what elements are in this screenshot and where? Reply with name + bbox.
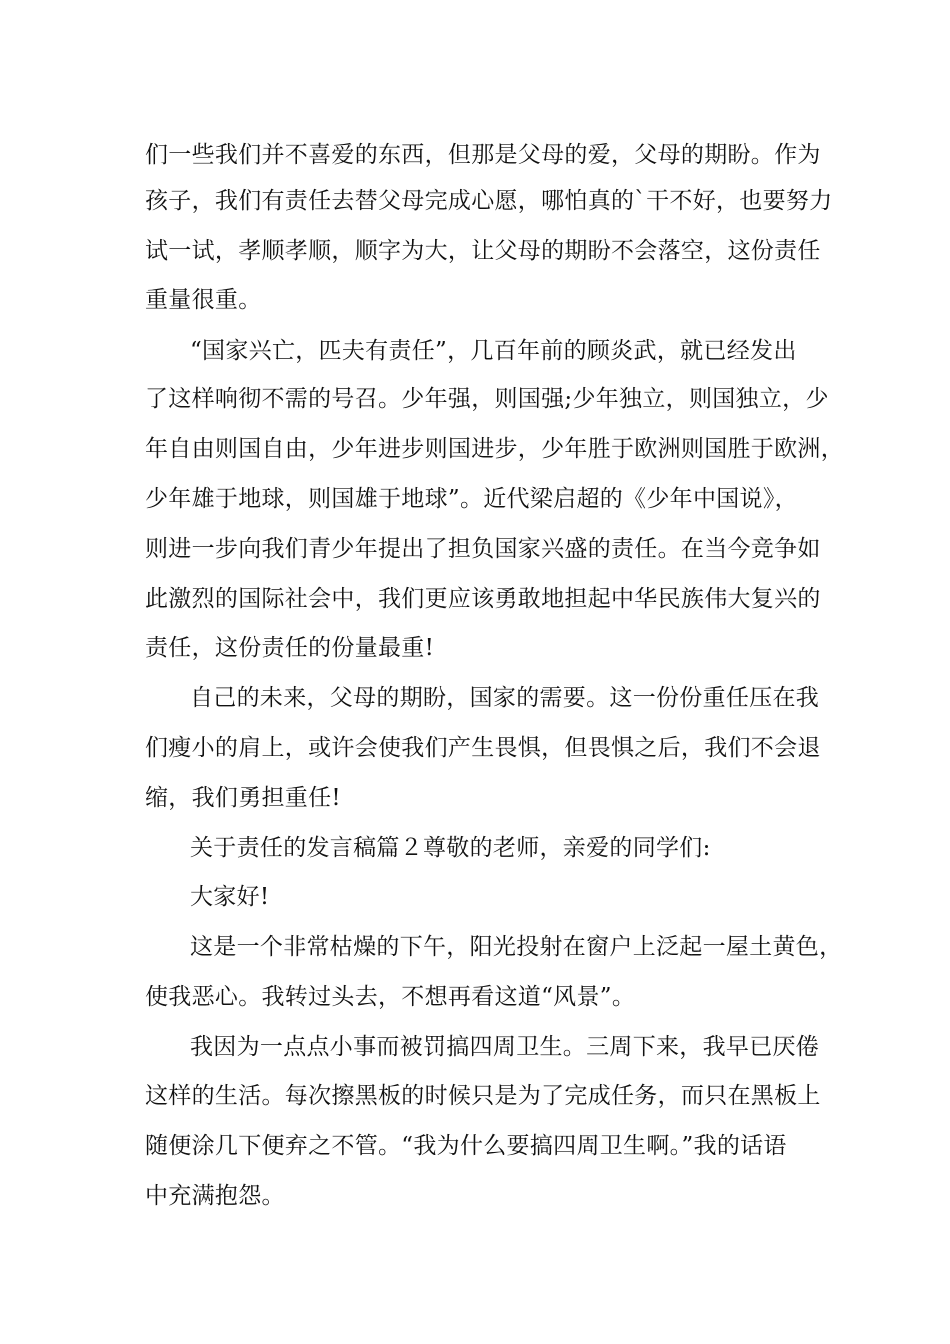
text-line: 使我恶心。我转过头去，不想再看这道“风景”。 (145, 984, 636, 1010)
text-line: 们瘦小的肩上，或许会使我们产生畏惧，但畏惧之后，我们不会退 (145, 735, 821, 761)
paragraph-start: 自己的未来，父母的期盼，国家的需要。这一份份重任压在我 (190, 685, 820, 711)
text-line: 们一些我们并不喜爱的东西，但那是父母的爱，父母的期盼。作为 (145, 142, 821, 168)
text-line: 这样的生活。每次擦黑板的时候只是为了完成任务，而只在黑板上 (145, 1083, 821, 1109)
text-line: 了这样响彻不需的号召。少年强，则国强;少年独立，则国独立，少 (145, 386, 829, 412)
text-line: 责任，这份责任的份量最重! (145, 635, 435, 661)
text-line: 则进一步向我们青少年提出了担负国家兴盛的责任。在当今竞争如 (145, 536, 821, 562)
text-line: 重量很重。 (145, 287, 262, 313)
text-line: 孩子，我们有责任去替父母完成心愿，哪怕真的`干不好，也要努力 (145, 188, 833, 214)
text-line: 中充满抱怨。 (145, 1183, 285, 1209)
text-line: 试一试，孝顺孝顺，顺字为大，让父母的期盼不会落空，这份责任 (145, 238, 821, 264)
text-line: 此激烈的国际社会中，我们更应该勇敢地担起中华民族伟大复兴的 (145, 586, 821, 612)
greeting: 大家好! (190, 884, 270, 910)
paragraph-start: “国家兴亡，匹夫有责任”，几百年前的顾炎武，就已经发出 (190, 338, 797, 364)
text-line: 缩，我们勇担重任! (145, 785, 341, 811)
paragraph-start: 这是一个非常枯燥的下午，阳光投射在窗户上泛起一屋土黄色， (190, 934, 843, 960)
section-heading: 关于责任的发言稿篇２尊敬的老师，亲爱的同学们: (190, 835, 711, 861)
text-line: 随便涂几下便弃之不管。“我为什么要搞四周卫生啊。”我的话语 (145, 1133, 787, 1159)
paragraph-start: 我因为一点点小事而被罚搞四周卫生。三周下来，我早已厌倦 (190, 1034, 820, 1060)
text-line: 少年雄于地球，则国雄于地球”。近代梁启超的《少年中国说》， (145, 486, 798, 512)
text-line: 年自由则国自由，少年进步则国进步，少年胜于欧洲则国胜于欧洲， (145, 436, 844, 462)
